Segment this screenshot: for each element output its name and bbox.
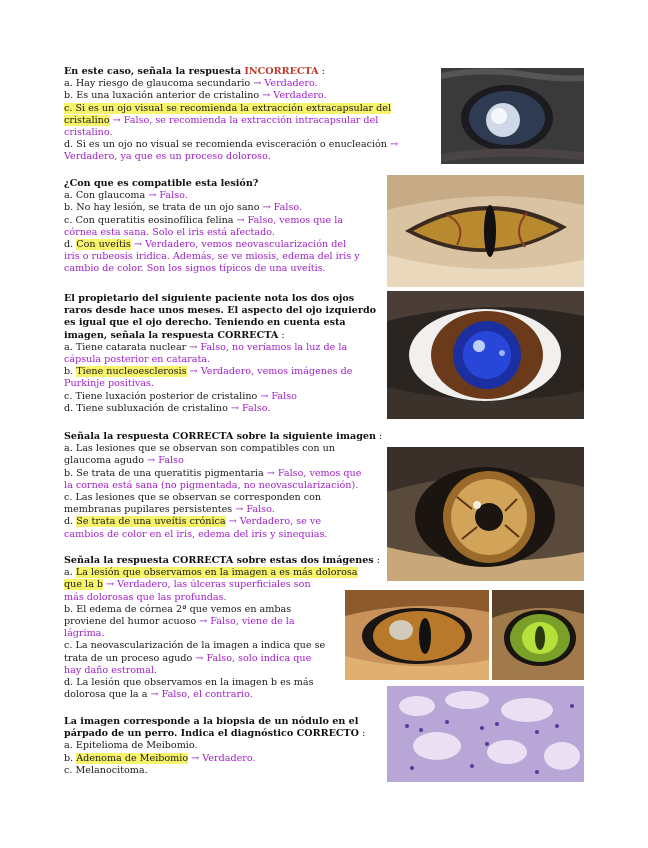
question-6: La imagen corresponde a la biopsia de un nódulo en el párpado de un perro. Indica el diagnóstico CORRECTO : a. Epitelioma de Meibomio. b. Adenoma de Meibomio → Verdadero. c. Melanocitoma. xyxy=(64,716,366,776)
question-6-title-1: La imagen corresponde a la biopsia de un nódulo en el xyxy=(64,716,359,727)
cat-uveitis-eye-photo xyxy=(387,175,584,287)
option-b: b. Se trata de una queratitis pigmentaria → Falso, vemos que xyxy=(64,467,362,479)
question-2-title: ¿Con que es compatible esta lesión? xyxy=(64,178,259,189)
option-c: c. La neovascularización de la imagen a indica que se xyxy=(64,640,326,652)
question-4: Señala la respuesta CORRECTA sobre la siguiente imagen : a. Las lesiones que se observan son compatibles con un glaucoma agudo → Falso b. Se trata de una queratitis pigmentaria → Falso, vemos que la cornea está sana (no pigmentada, no neovascularización). c. Las lesiones que se observan se corresponden con membranas pupilares persistentes → Falso. d. Se trata de una uveítis crónica → Verdadero, se ve cambios de color en el iris, edema del iris y sinequias. xyxy=(64,431,383,540)
question-4-title: Señala la respuesta CORRECTA sobre la siguiente imagen xyxy=(64,431,376,442)
option-a: a. Las lesiones que se observan son compatibles con un xyxy=(64,443,335,455)
meibomian-adenoma-histology-photo xyxy=(387,686,584,782)
nucleosclerosis-eye-photo xyxy=(387,291,584,419)
luxated-lens-eye-photo xyxy=(441,68,584,164)
incorrecta-label: INCORRECTA xyxy=(244,66,319,77)
chronic-uveitis-eye-photo xyxy=(387,447,584,581)
option-a: a. Hay riesgo de glaucoma secundario → Verdadero. xyxy=(64,78,318,90)
option-d: d. Con uveítis → Verdadero, vemos neovascularización del xyxy=(64,239,347,251)
option-a: a. Con glaucoma → Falso. xyxy=(64,190,188,202)
option-c: c. Tiene luxación posterior de cristalino → Falso xyxy=(64,390,297,402)
question-3-title-1: El propietario del siguiente paciente nota los dos ojos xyxy=(64,293,355,304)
corneal-ulcer-photo-b xyxy=(492,590,584,680)
option-d: d. Tiene subluxación de cristalino → Falso. xyxy=(64,402,271,414)
option-d: d. Si es un ojo no visual se recomienda evisceración o enucleación → xyxy=(64,139,399,151)
option-c: c. Melanocitoma. xyxy=(64,764,148,776)
question-1: En este caso, señala la respuesta INCORRECTA : a. Hay riesgo de glaucoma secundario → Verdadero. b. Es una luxación anterior de cristalino → Verdadero. c. Si es un ojo visual se recomienda la extracción extracapsular del cristalino → Falso, se recomienda la extracción intracapsular del cristalino. d. Si es un ojo no visual se recomienda evisceración o enucleación → Verdadero, ya que es un proceso doloroso. xyxy=(64,66,399,163)
question-5: Señala la respuesta CORRECTA sobre estas dos imágenes : a. La lesión que observamos en la imagen a es más dolorosa que la b → Verdadero, las úlceras superficiales son más dolorosas que las profundas. b. El edema de córnea 2ª que vemos en ambas proviene del humor acuoso → Falso, viene de la lágrima. c. La neovascularización de la imagen a indica que se trata de un proceso agudo → Falso, solo indica que hay daño estromal. d. La lesión que observamos en la imagen b es más dolorosa que la a → Falso, el contrario. xyxy=(64,555,380,701)
option-b: b. Adenoma de Meibomio → Verdadero. xyxy=(64,752,256,764)
option-b: b. Tiene nucleoesclerosis → Verdadero, vemos imágenes de xyxy=(64,366,353,378)
option-d: d. Se trata de una uveítis crónica → Verdadero, se ve xyxy=(64,516,322,528)
question-2: ¿Con que es compatible esta lesión? a. Con glaucoma → Falso. b. No hay lesión, se trata de un ojo sano → Falso. c. Con queratitis eosinofílica felina → Falso, vemos que la córnea esta sana. Solo el iris está afectado. d. Con uveítis → Verdadero, vemos neovascularización del iris o rubeosis iridica. Además, se ve miosis, edema del iris y cambio de color. Son los signos típicos de una uveítis. xyxy=(64,178,360,275)
option-c: c. Las lesiones que se observan se corresponden con xyxy=(64,492,322,504)
option-b: b. Es una luxación anterior de cristalino → Verdadero. xyxy=(64,90,327,102)
option-c: c. Con queratitis eosinofílica felina → Falso, vemos que la xyxy=(64,214,344,226)
corneal-ulcer-photo-a xyxy=(345,590,489,680)
question-5-title: Señala la respuesta CORRECTA sobre estas dos imágenes xyxy=(64,555,374,566)
option-c: c. Si es un ojo visual se recomienda la extracción extracapsular del xyxy=(64,102,392,114)
question-3: El propietario del siguiente paciente nota los dos ojos raros desde hace unos meses. El aspecto del ojo izquierdo es igual que el ojo derecho. Teniendo en cuenta esta imagen, señala la respuesta CORRECTA : a. Tiene catarata nuclear → Falso, no veríamos la luz de la cápsula posterior en catarata. b. Tiene nucleoesclerosis → Verdadero, vemos imágenes de Purkinje positivas. c. Tiene luxación posterior de cristalino → Falso d. Tiene subluxación de cristalino → Falso. xyxy=(64,293,377,414)
question-1-title: En este caso, señala la respuesta xyxy=(64,66,245,77)
option-b: b. No hay lesión, se trata de un ojo sano → Falso. xyxy=(64,202,303,214)
option-d: d. La lesión que observamos en la imagen b es más xyxy=(64,677,314,689)
option-a: a. Epitelioma de Meibomio. xyxy=(64,740,198,752)
option-a: a. La lesión que observamos en la imagen a es más dolorosa xyxy=(64,567,358,579)
option-b: b. El edema de córnea 2ª que vemos en ambas xyxy=(64,603,292,615)
option-a: a. Tiene catarata nuclear → Falso, no veríamos la luz de la xyxy=(64,341,348,353)
